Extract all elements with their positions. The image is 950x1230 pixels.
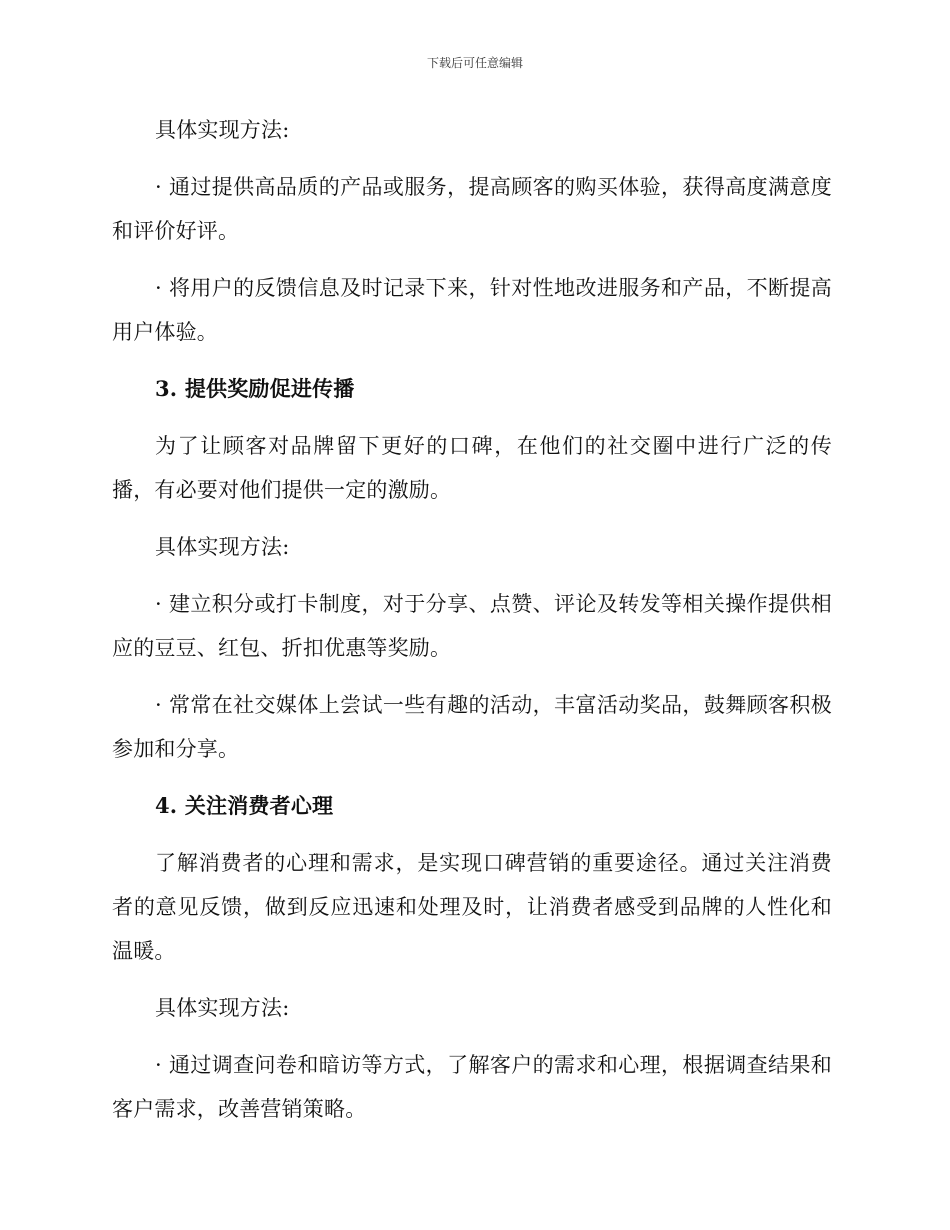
page-header: 下载后可任意编辑 [426,56,523,70]
paragraph-incentives: 为了让顾客对品牌留下更好的口碑，在他们的社交圈中进行广泛的传播，有必要对他们提供一定的激励。 [112,434,832,502]
paragraph-method-label-2: 具体实现方法: [155,535,290,559]
bullet-points-system: · 建立积分或打卡制度，对于分享、点赞、评论及转发等相关操作提供相应的豆豆、红包、折扣优惠等奖励。 [112,592,832,660]
paragraph-method-label-1: 具体实现方法: [155,118,290,142]
section-heading-3: 3. 提供奖励促进传播 [155,376,355,401]
bullet-quality-products: · 通过提供高品质的产品或服务，提高顾客的购买体验，获得高度满意度和评价好评。 [112,175,832,243]
bullet-surveys: · 通过调查问卷和暗访等方式，了解客户的需求和心理，根据调查结果和客户需求，改善营销策略。 [112,1053,832,1121]
bullet-social-activities: · 常常在社交媒体上尝试一些有趣的活动，丰富活动奖品，鼓舞顾客积极参加和分享。 [112,693,832,761]
paragraph-consumer-psychology: 了解消费者的心理和需求，是实现口碑营销的重要途径。通过关注消费者的意见反馈，做到反应迅速和处理及时，让消费者感受到品牌的人性化和温暖。 [112,851,832,963]
bullet-feedback-records: · 将用户的反馈信息及时记录下来，针对性地改进服务和产品，不断提高用户体验。 [112,276,832,344]
paragraph-method-label-3: 具体实现方法: [155,996,290,1020]
section-heading-4: 4. 关注消费者心理 [155,793,334,818]
document-body [112,108,832,1131]
